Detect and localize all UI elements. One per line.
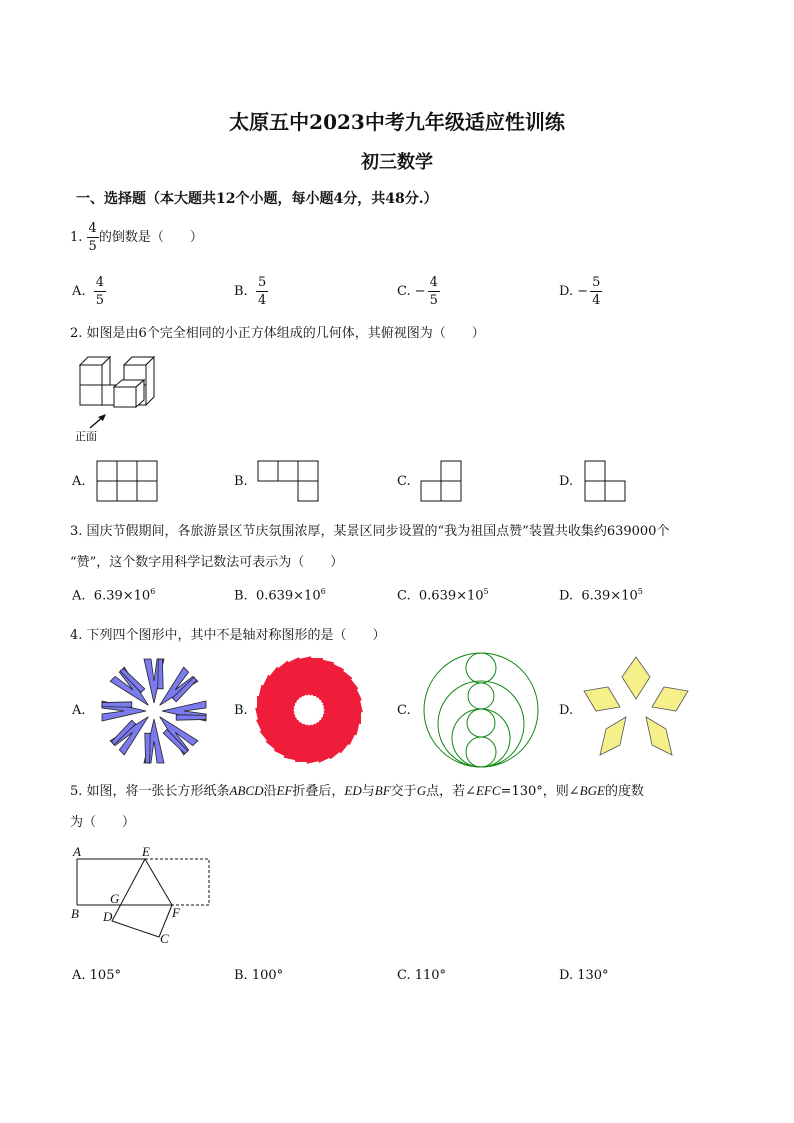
section-heading: 一、选择题（本大题共12个小题，每小题4分，共48分.）	[76, 191, 438, 207]
q1-option-d[interactable]: D. − $\frac{5}{4}$	[559, 275, 601, 308]
point-b: B	[71, 906, 79, 921]
question-1: 1. $\frac{4}{5}$ 的倒数是（ ）	[70, 221, 203, 254]
q4-option-a-blue-star	[98, 655, 210, 767]
point-c: C	[160, 931, 169, 946]
q3-option-d[interactable]: D. $6.39\times 10^5$	[559, 587, 643, 604]
q3-option-b[interactable]: B. $0.639\times 10^6$	[234, 587, 326, 604]
q2-option-c-view	[420, 460, 462, 502]
q3-option-c[interactable]: C. $0.639\times 10^5$	[397, 587, 489, 604]
q2-option-d-view	[584, 460, 628, 502]
q2-option-b[interactable]: B.	[234, 474, 248, 489]
front-label: 正面	[75, 430, 97, 443]
cube-solid-figure	[70, 350, 170, 445]
point-g: G	[110, 891, 120, 906]
point-e: E	[142, 844, 150, 859]
q1-option-b[interactable]: B. $\frac{5}{4}$	[234, 275, 267, 308]
q4-option-c-circles	[422, 651, 540, 769]
q5-option-c[interactable]: C. 110°	[397, 968, 447, 983]
point-d: D	[103, 909, 113, 924]
page-subtitle: 初三数学	[361, 152, 433, 173]
q1-option-a[interactable]: A. $\frac{4}{5}$	[72, 275, 105, 308]
q3-option-a[interactable]: A. $6.39\times 10^6$	[72, 587, 156, 604]
red-ring-hole	[296, 697, 322, 723]
point-f: F	[172, 905, 180, 920]
q4-option-d-rhombi	[578, 655, 694, 759]
q4-option-b-red-ring	[254, 655, 364, 765]
question-5-line2: 为（ ）	[70, 815, 136, 830]
q2-option-a[interactable]: A.	[72, 474, 86, 489]
q5-option-a[interactable]: A. 105°	[72, 968, 121, 983]
q5-option-d[interactable]: D. 130°	[559, 968, 609, 983]
q2-option-b-view	[257, 460, 319, 502]
q2-option-c[interactable]: C.	[397, 474, 411, 489]
q2-option-d[interactable]: D.	[559, 474, 574, 489]
page-title: 太原五中2023中考九年级适应性训练	[229, 110, 565, 134]
question-2: 2. 如图是由6个完全相同的小正方体组成的几何体，其俯视图为（ ）	[70, 326, 485, 341]
folded-strip-figure	[68, 842, 218, 950]
question-3-line2: “赞”，这个数字用科学记数法可表示为（ ）	[70, 555, 344, 570]
question-4: 4. 下列四个图形中，其中不是轴对称图形的是（ ）	[70, 628, 386, 643]
q4-option-d[interactable]: D.	[559, 703, 574, 718]
question-3-line1: 3. 国庆节假期间，各旅游景区节庆氛围浓厚，某景区同步设置的“我为祖国点赞”装置共收集约639000个	[70, 524, 670, 539]
question-5-line1: 5. 如图，将一张长方形纸条ABCD沿EF折叠后，ED与BF交于G点，若∠EFC=130°，则∠BGE的度数	[70, 783, 644, 799]
q1-option-c[interactable]: C. − $\frac{4}{5}$	[397, 275, 438, 308]
q5-option-b[interactable]: B. 100°	[234, 968, 284, 983]
q2-option-a-view	[96, 460, 158, 502]
q4-option-b[interactable]: B.	[234, 703, 248, 718]
q4-option-a[interactable]: A.	[72, 703, 86, 718]
fraction: $\frac{4}{5}$	[88, 221, 97, 254]
q4-option-c[interactable]: C.	[397, 703, 411, 718]
point-a: A	[73, 844, 81, 859]
